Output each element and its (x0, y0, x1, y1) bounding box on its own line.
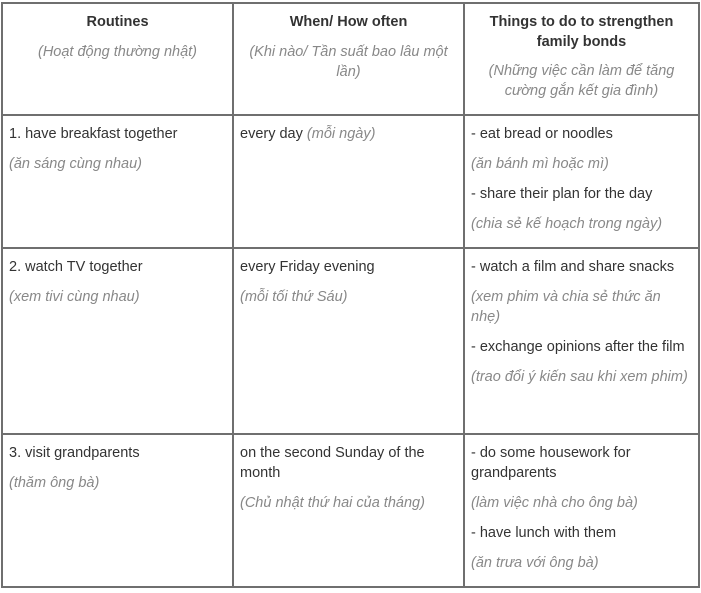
thing-translation: (ăn trưa với ông bà) (471, 555, 599, 571)
routine-cell (2, 248, 233, 434)
routine-cell (2, 115, 233, 248)
when-cell (233, 434, 464, 587)
header-things (464, 3, 699, 115)
thing-text: - exchange opinions after the film (471, 339, 685, 355)
routine-text: 1. have breakfast together (9, 126, 178, 142)
when-text: on the second Sunday of the month (240, 445, 425, 481)
routine-cell (2, 434, 233, 587)
thing-text: - share their plan for the day (471, 186, 653, 202)
header-title: When/ How often (289, 14, 408, 30)
routines-table (1, 2, 700, 588)
when-translation: (mỗi tối thứ Sáu) (240, 289, 348, 305)
routine-text: 3. visit grandparents (9, 445, 140, 461)
header-subtitle: (Những việc cần làm để tăng cường gắn kết gia đình) (488, 63, 675, 99)
thing-translation: (ăn bánh mì hoặc mì) (471, 156, 609, 172)
thing-text: - watch a film and share snacks (471, 259, 675, 275)
table-row (2, 434, 699, 587)
routine-translation: (xem tivi cùng nhau) (9, 289, 140, 305)
header-routines (2, 3, 233, 115)
header-title: Routines (86, 14, 149, 30)
header-subtitle: (Hoạt động thường nhật) (37, 44, 198, 60)
thing-translation: (chia sẻ kế hoạch trong ngày) (471, 216, 663, 232)
header-title: Things to do to strengthen family bonds (489, 14, 674, 50)
routine-text: 2. watch TV together (9, 259, 143, 275)
things-cell (464, 248, 699, 434)
when-text: every day (240, 126, 303, 142)
when-cell (233, 248, 464, 434)
thing-text: - have lunch with them (471, 525, 617, 541)
thing-text: - eat bread or noodles (471, 126, 613, 142)
thing-text: - do some housework for grandparents (471, 445, 631, 481)
thing-translation: (làm việc nhà cho ông bà) (471, 495, 638, 511)
table-row (2, 248, 699, 434)
routine-translation: (ăn sáng cùng nhau) (9, 156, 143, 172)
routine-translation: (thăm ông bà) (9, 475, 100, 491)
thing-translation: (trao đổi ý kiến sau khi xem phim) (471, 369, 688, 385)
header-when (233, 3, 464, 115)
things-cell (464, 434, 699, 587)
things-cell (464, 115, 699, 248)
header-row (2, 3, 699, 115)
table-row (2, 115, 699, 248)
thing-translation: (xem phim và chia sẻ thức ăn nhẹ) (471, 289, 661, 325)
when-translation: (Chủ nhật thứ hai của tháng) (240, 495, 425, 511)
when-translation: (mỗi ngày) (306, 126, 376, 142)
header-subtitle: (Khi nào/ Tần suất bao lâu một lần) (249, 44, 448, 80)
when-text: every Friday evening (240, 259, 375, 275)
when-cell (233, 115, 464, 248)
